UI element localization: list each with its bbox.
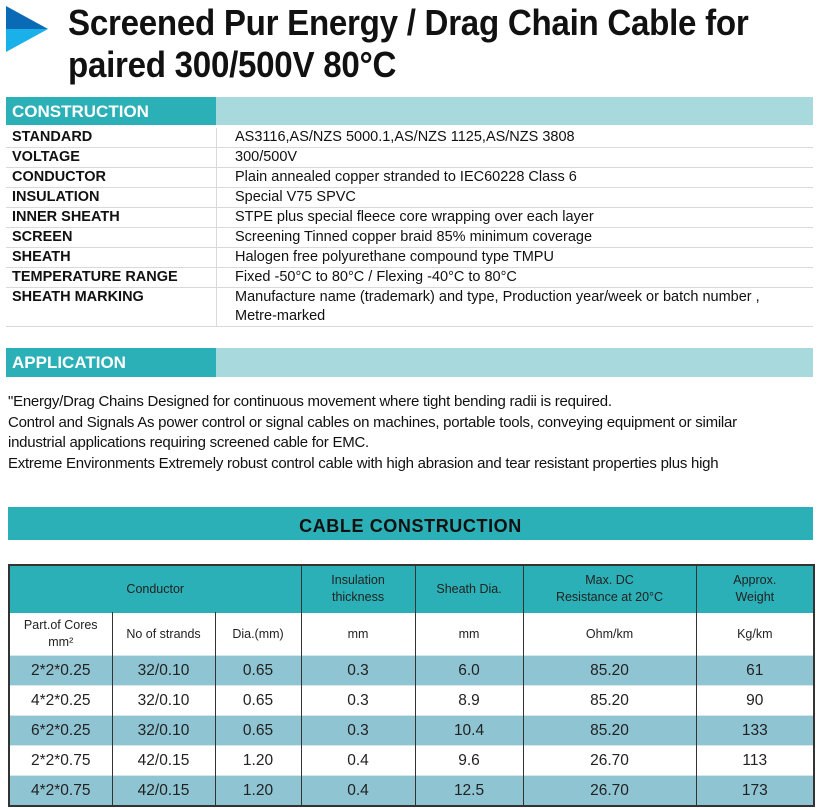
cell-weight: 90 <box>696 686 814 716</box>
header-sheath-dia: Sheath Dia. <box>415 565 523 613</box>
spec-row-temperature-range <box>6 268 813 288</box>
spec-row-sheath <box>6 248 813 268</box>
table-row <box>9 656 814 686</box>
page-title-line-1: Screened Pur Energy / Drag Chain Cable for <box>68 2 749 43</box>
application-line: "Energy/Drag Chains Designed for continuous movement where tight bending radii is required. <box>8 393 612 410</box>
spec-value: Screening Tinned copper braid 85% minimum coverage <box>217 228 814 248</box>
cell-dia: 0.65 <box>215 656 301 686</box>
unit-insulation: mm <box>301 613 415 656</box>
table-row <box>9 776 814 807</box>
application-section-header <box>6 348 813 377</box>
spec-value: AS3116,AS/NZS 5000.1,AS/NZS 1125,AS/NZS 3808 <box>217 128 814 148</box>
spec-value: 300/500V <box>217 148 814 168</box>
cell-sheath: 8.9 <box>415 686 523 716</box>
spec-key: VOLTAGE <box>6 148 217 168</box>
cable-construction-heading: CABLE CONSTRUCTION <box>8 507 813 540</box>
cell-resistance: 85.20 <box>523 716 696 746</box>
spec-value: STPE plus special fleece core wrapping over each layer <box>217 208 814 228</box>
cell-dia: 1.20 <box>215 746 301 776</box>
cell-insulation: 0.3 <box>301 686 415 716</box>
table-row <box>9 686 814 716</box>
header-approx-weight <box>696 565 814 613</box>
header-line: Weight <box>735 590 775 604</box>
cell-weight: 61 <box>696 656 814 686</box>
page-title-line-2: paired 300/500V 80°C <box>68 44 397 85</box>
spec-key: INSULATION <box>6 188 217 208</box>
cell-dia: 0.65 <box>215 716 301 746</box>
table-row <box>9 746 814 776</box>
application-line: Extreme Environments Extremely robust control cable with high abrasion and tear resistant properties plus high <box>8 454 719 472</box>
spec-row-insulation <box>6 188 813 208</box>
application-description <box>8 392 818 474</box>
cell-sheath: 6.0 <box>415 656 523 686</box>
application-line: Control and Signals As power control or signal cables on machines, portable tools, conveying equipment or similar <box>8 413 737 431</box>
spec-value-line-1: Manufacture name (trademark) and type, Production year/week or batch number , <box>235 289 760 305</box>
unit-weight: Kg/km <box>696 613 814 656</box>
spec-key: SCREEN <box>6 228 217 248</box>
cell-insulation: 0.4 <box>301 776 415 807</box>
spec-key: TEMPERATURE RANGE <box>6 268 217 288</box>
cell-cores: 2*2*0.75 <box>9 746 112 776</box>
cell-resistance: 26.70 <box>523 746 696 776</box>
cell-strands: 32/0.10 <box>112 716 215 746</box>
header-line: Insulation <box>331 573 385 587</box>
application-heading: APPLICATION <box>6 348 216 377</box>
header-max-dc-resistance <box>523 565 696 613</box>
spec-row-screen <box>6 228 813 248</box>
unit-line: mm² <box>48 635 74 649</box>
cell-strands: 32/0.10 <box>112 686 215 716</box>
cell-insulation: 0.4 <box>301 746 415 776</box>
spec-row-sheath-marking <box>6 288 813 327</box>
spec-key: SHEATH <box>6 248 217 268</box>
cell-dia: 0.65 <box>215 686 301 716</box>
unit-dia: Dia.(mm) <box>215 613 301 656</box>
table-header-row <box>9 565 814 613</box>
unit-part-of-cores <box>9 613 112 656</box>
table-units-row <box>9 613 814 656</box>
spec-value: Halogen free polyurethane compound type TMPU <box>217 248 814 268</box>
cell-sheath: 12.5 <box>415 776 523 807</box>
cell-cores: 6*2*0.25 <box>9 716 112 746</box>
cell-resistance: 26.70 <box>523 776 696 807</box>
cable-construction-table <box>8 564 815 807</box>
spec-value: Plain annealed copper stranded to IEC60228 Class 6 <box>217 168 814 188</box>
unit-line: Part.of Cores <box>23 618 98 632</box>
header-line: Approx. <box>733 573 777 587</box>
unit-resistance: Ohm/km <box>523 613 696 656</box>
cell-sheath: 9.6 <box>415 746 523 776</box>
construction-section-header <box>6 97 813 125</box>
cell-strands: 32/0.10 <box>112 656 215 686</box>
cell-weight: 113 <box>696 746 814 776</box>
header-conductor: Conductor <box>9 565 301 613</box>
cell-strands: 42/0.15 <box>112 746 215 776</box>
cell-insulation: 0.3 <box>301 716 415 746</box>
spec-key: CONDUCTOR <box>6 168 217 188</box>
blue-triangle-arrow-icon <box>6 6 48 52</box>
spec-value: Special V75 SPVC <box>217 188 814 208</box>
cell-cores: 4*2*0.75 <box>9 776 112 807</box>
spec-key: SHEATH MARKING <box>6 288 217 327</box>
page-title <box>68 2 758 86</box>
cell-cores: 2*2*0.25 <box>9 656 112 686</box>
spec-value <box>217 288 814 327</box>
cell-resistance: 85.20 <box>523 686 696 716</box>
header-line: thickness <box>331 590 385 604</box>
spec-row-inner-sheath <box>6 208 813 228</box>
cell-weight: 173 <box>696 776 814 807</box>
cell-resistance: 85.20 <box>523 656 696 686</box>
unit-no-of-strands: No of strands <box>112 613 215 656</box>
cell-strands: 42/0.15 <box>112 776 215 807</box>
construction-spec-table <box>6 128 813 327</box>
spec-row-voltage <box>6 148 813 168</box>
table-row <box>9 716 814 746</box>
spec-key: STANDARD <box>6 128 217 148</box>
unit-sheath: mm <box>415 613 523 656</box>
cell-sheath: 10.4 <box>415 716 523 746</box>
application-line: industrial applications requiring screened cable for EMC. <box>8 434 369 451</box>
spec-row-standard <box>6 128 813 148</box>
header-line: Max. DC <box>585 573 634 587</box>
construction-heading: CONSTRUCTION <box>6 97 216 125</box>
header-insulation-thickness <box>301 565 415 613</box>
spec-value-line-2: Metre-marked <box>235 308 326 324</box>
spec-value: Fixed -50°C to 80°C / Flexing -40°C to 80°C <box>217 268 814 288</box>
header-line: Resistance at 20°C <box>555 590 664 604</box>
cell-insulation: 0.3 <box>301 656 415 686</box>
spec-key: INNER SHEATH <box>6 208 217 228</box>
cell-weight: 133 <box>696 716 814 746</box>
spec-row-conductor <box>6 168 813 188</box>
cell-dia: 1.20 <box>215 776 301 807</box>
cell-cores: 4*2*0.25 <box>9 686 112 716</box>
